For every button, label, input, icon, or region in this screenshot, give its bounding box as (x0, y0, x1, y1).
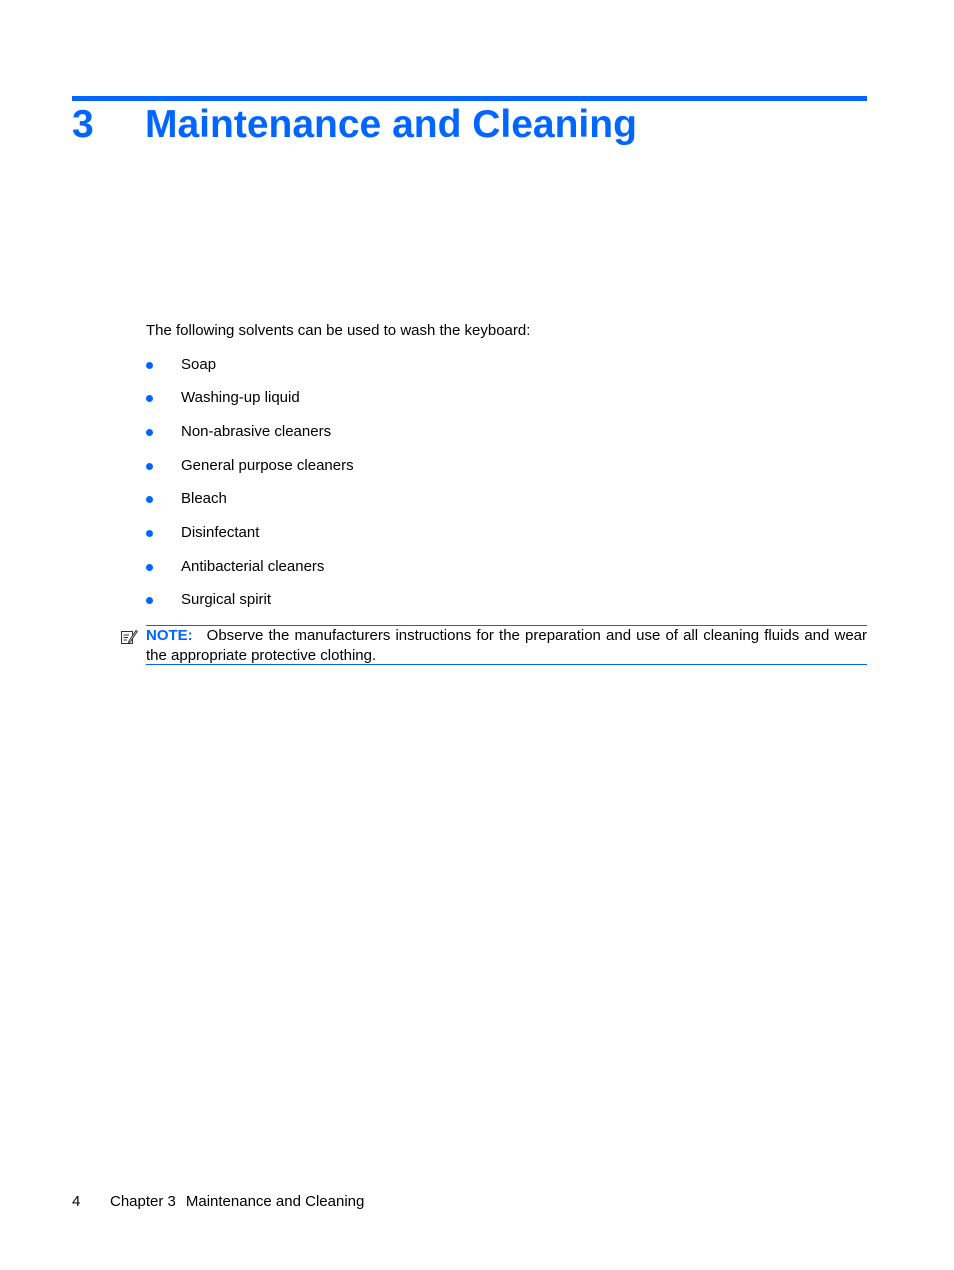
footer-chapter-label: Chapter 3 (110, 1193, 176, 1210)
list-item (0, 389, 900, 409)
list-item (0, 356, 900, 376)
note-label: NOTE: (146, 627, 193, 644)
list-item (0, 524, 900, 544)
bullet-icon (146, 395, 153, 402)
bullet-icon (146, 496, 153, 503)
chapter-number: 3 (72, 103, 94, 146)
list-item (0, 591, 900, 611)
bullet-icon (146, 564, 153, 571)
bullet-icon (146, 362, 153, 369)
solvent-label: Disinfectant (181, 524, 260, 541)
footer-chapter (110, 1193, 364, 1211)
bullet-icon (146, 530, 153, 537)
bullet-icon (146, 429, 153, 436)
intro-text: The following solvents can be used to wash the keyboard: (146, 322, 531, 339)
list-item (0, 558, 900, 578)
footer-page-number: 4 (72, 1193, 81, 1210)
solvent-label: Bleach (181, 490, 227, 507)
list-item (0, 423, 900, 443)
solvent-label: General purpose cleaners (181, 457, 354, 474)
solvent-label: Washing-up liquid (181, 389, 300, 406)
list-item (0, 490, 900, 510)
note-body: Observe the manufacturers instructions for the preparation and use of all cleaning fluids and wear the appropriate protective clothing. (146, 627, 867, 664)
bullet-icon (146, 597, 153, 604)
solvent-label: Soap (181, 356, 217, 373)
note-box (146, 625, 867, 665)
bullet-icon (146, 463, 153, 470)
chapter-title: Maintenance and Cleaning (145, 103, 637, 146)
note-text (146, 626, 867, 666)
note-pencil-icon (120, 628, 138, 646)
solvent-label: Surgical spirit (181, 591, 272, 608)
solvent-label: Antibacterial cleaners (181, 558, 325, 575)
list-item (0, 457, 900, 477)
footer-chapter-title: Maintenance and Cleaning (185, 1193, 365, 1210)
solvent-label: Non-abrasive cleaners (181, 423, 332, 440)
